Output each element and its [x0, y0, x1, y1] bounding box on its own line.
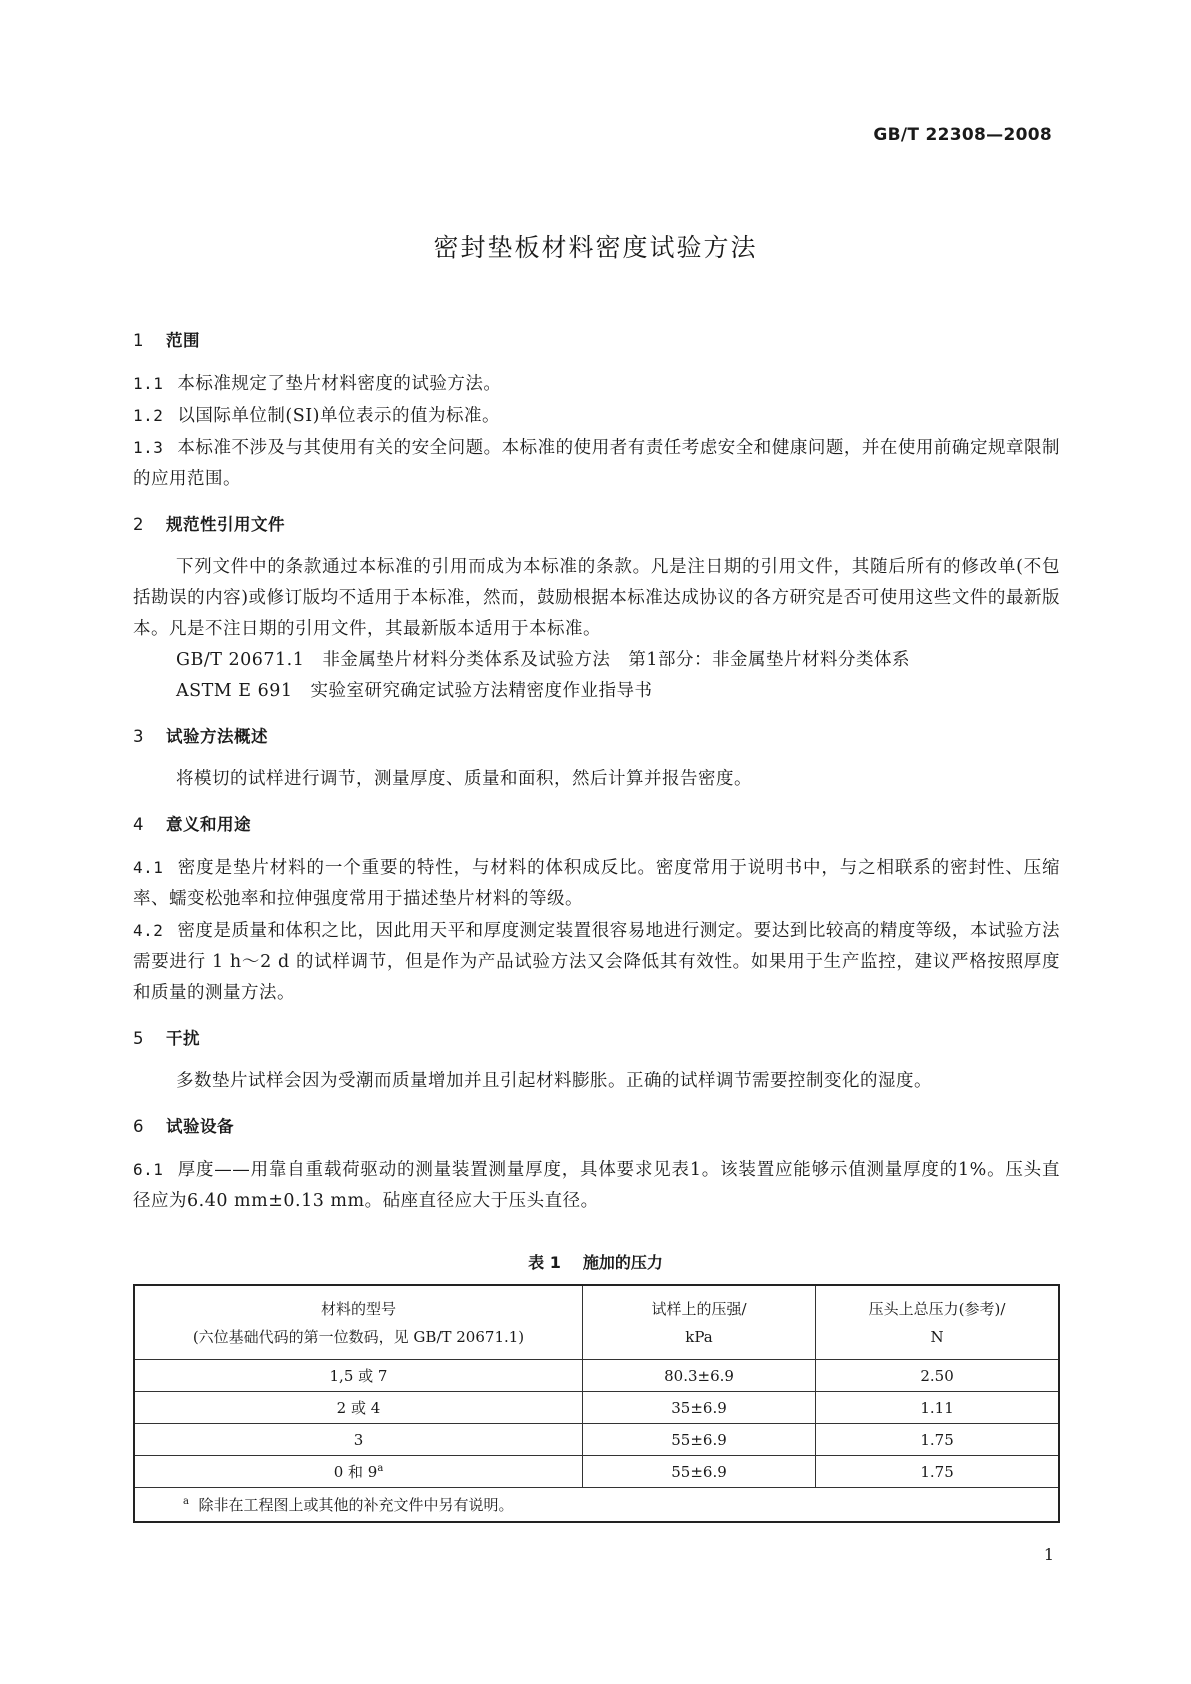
- section-6-heading: [133, 1111, 1060, 1142]
- references-intro: 下列文件中的条款通过本标准的引用而成为本标准的条款。凡是注日期的引用文件，其随后所有的修改单(不包括勘误的内容)或修订版均不适用于本标准，然而，鼓励根据本标准达成协议的各方研究是否可使用这些文件的最新版本。凡是不注日期的引用文件，其最新版本适用于本标准。: [133, 557, 1060, 639]
- header-line: N: [930, 1327, 944, 1346]
- table-row: [134, 1424, 1059, 1456]
- header-material-type: [134, 1285, 582, 1360]
- footnote-text: 除非在工程图上或其他的补充文件中另有说明。: [198, 1496, 514, 1514]
- table-label: 表 1: [528, 1253, 561, 1272]
- reference-item: ASTM E 691 实验室研究确定试验方法精密度作业指导书: [176, 681, 653, 701]
- section-5-text: 多数垫片试样会因为受潮而质量增加并且引起材料膨胀。正确的试样调节需要控制变化的湿度。: [176, 1071, 932, 1091]
- clause-number: 4.2: [133, 921, 164, 940]
- clause-number: 6.1: [133, 1160, 164, 1179]
- section-title: 范围: [166, 331, 200, 350]
- header-line: 材料的型号: [320, 1299, 396, 1318]
- section-3-heading: [133, 721, 1060, 752]
- cell-pressure: 80.3±6.9: [582, 1360, 815, 1392]
- section-title: 干扰: [166, 1029, 200, 1048]
- reference-item: GB/T 20671.1 非金属垫片材料分类体系及试验方法 第1部分：非金属垫片材料分类体系: [176, 650, 910, 670]
- section-title: 意义和用途: [166, 815, 251, 834]
- footnote-marker: a: [183, 1496, 189, 1507]
- clause-text: 密度是垫片材料的一个重要的特性，与材料的体积成反比。密度常用于说明书中，与之相联系的密封性、压缩率、蠕变松弛率和拉伸强度常用于描述垫片材料的等级。: [133, 858, 1060, 909]
- section-number: 5: [133, 1029, 144, 1048]
- cell-material-type: 1,5 或 7: [134, 1360, 582, 1392]
- clause-text: 本标准规定了垫片材料密度的试验方法。: [177, 374, 502, 394]
- table-row: [134, 1456, 1059, 1488]
- header-line: 试样上的压强/: [651, 1299, 747, 1318]
- document-body: [133, 325, 1060, 1217]
- section-3-text: 将模切的试样进行调节，测量厚度、质量和面积，然后计算并报告密度。: [176, 769, 752, 789]
- clause-text: 本标准不涉及与其使用有关的安全问题。本标准的使用者有责任考虑安全和健康问题，并在使用前确定规章限制的应用范围。: [133, 438, 1060, 489]
- cell-pressure: 55±6.9: [582, 1424, 815, 1456]
- clause-text: 以国际单位制(SI)单位表示的值为标准。: [177, 406, 500, 426]
- section-number: 2: [133, 515, 144, 534]
- page-number: 1: [1043, 1545, 1054, 1564]
- cell-pressure: 35±6.9: [582, 1392, 815, 1424]
- cell-pressure: 55±6.9: [582, 1456, 815, 1488]
- header-line: 压头上总压力(参考)/: [868, 1299, 1006, 1318]
- clause-6-1: [133, 1154, 1060, 1217]
- standard-code: GB/T 22308—2008: [873, 125, 1052, 145]
- cell-force: 1.11: [816, 1392, 1059, 1424]
- cell-value: 0 和 9: [333, 1463, 378, 1481]
- section-number: 3: [133, 727, 144, 746]
- section-number: 1: [133, 331, 144, 350]
- table-title: 施加的压力: [582, 1253, 663, 1272]
- clause-number: 1.1: [133, 374, 164, 393]
- header-pressure: [582, 1285, 815, 1360]
- section-2-heading: [133, 509, 1060, 540]
- section-1-heading: [133, 325, 1060, 356]
- table-footnote: [134, 1488, 1059, 1523]
- table-footnote-row: [134, 1488, 1059, 1523]
- clause-1-3: [133, 432, 1060, 495]
- section-title: 规范性引用文件: [166, 515, 285, 534]
- header-line: kPa: [685, 1327, 713, 1346]
- clause-4-1: [133, 852, 1060, 915]
- cell-force: 2.50: [816, 1360, 1059, 1392]
- footnote-marker: a: [377, 1463, 384, 1474]
- table-caption: [0, 1250, 1191, 1273]
- clause-text: 密度是质量和体积之比，因此用天平和厚度测定装置很容易地进行测定。要达到比较高的精度等级，本试验方法需要进行 1 h～2 d 的试样调节，但是作为产品试验方法又会降低其有效性。如果用于生产监控，建议严格按照厚度和质量的测量方法。: [133, 921, 1060, 1003]
- clause-number: 1.3: [133, 438, 164, 457]
- section-number: 6: [133, 1117, 144, 1136]
- clause-1-1: [133, 368, 1060, 400]
- clause-1-2: [133, 400, 1060, 432]
- clause-text: 厚度——用靠自重载荷驱动的测量装置测量厚度，具体要求见表1。该装置应能够示值测量厚度的1%。压头直径应为6.40 mm±0.13 mm。砧座直径应大于压头直径。: [133, 1160, 1060, 1211]
- header-line: (六位基础代码的第一位数码，见 GB/T 20671.1): [192, 1327, 525, 1346]
- clause-number: 4.1: [133, 858, 164, 877]
- document-title: 密封垫板材料密度试验方法: [433, 233, 758, 262]
- pressure-table: [133, 1284, 1060, 1523]
- header-force: [816, 1285, 1059, 1360]
- cell-material-type: [134, 1456, 582, 1488]
- section-5-heading: [133, 1023, 1060, 1054]
- table-row: [134, 1360, 1059, 1392]
- cell-material-type: 2 或 4: [134, 1392, 582, 1424]
- cell-material-type: 3: [134, 1424, 582, 1456]
- section-title: 试验设备: [166, 1117, 234, 1136]
- section-title: 试验方法概述: [166, 727, 268, 746]
- clause-4-2: [133, 915, 1060, 1009]
- cell-force: 1.75: [816, 1456, 1059, 1488]
- section-number: 4: [133, 815, 144, 834]
- table-row: [134, 1392, 1059, 1424]
- clause-number: 1.2: [133, 406, 164, 425]
- cell-force: 1.75: [816, 1424, 1059, 1456]
- section-4-heading: [133, 809, 1060, 840]
- table-header-row: [134, 1285, 1059, 1360]
